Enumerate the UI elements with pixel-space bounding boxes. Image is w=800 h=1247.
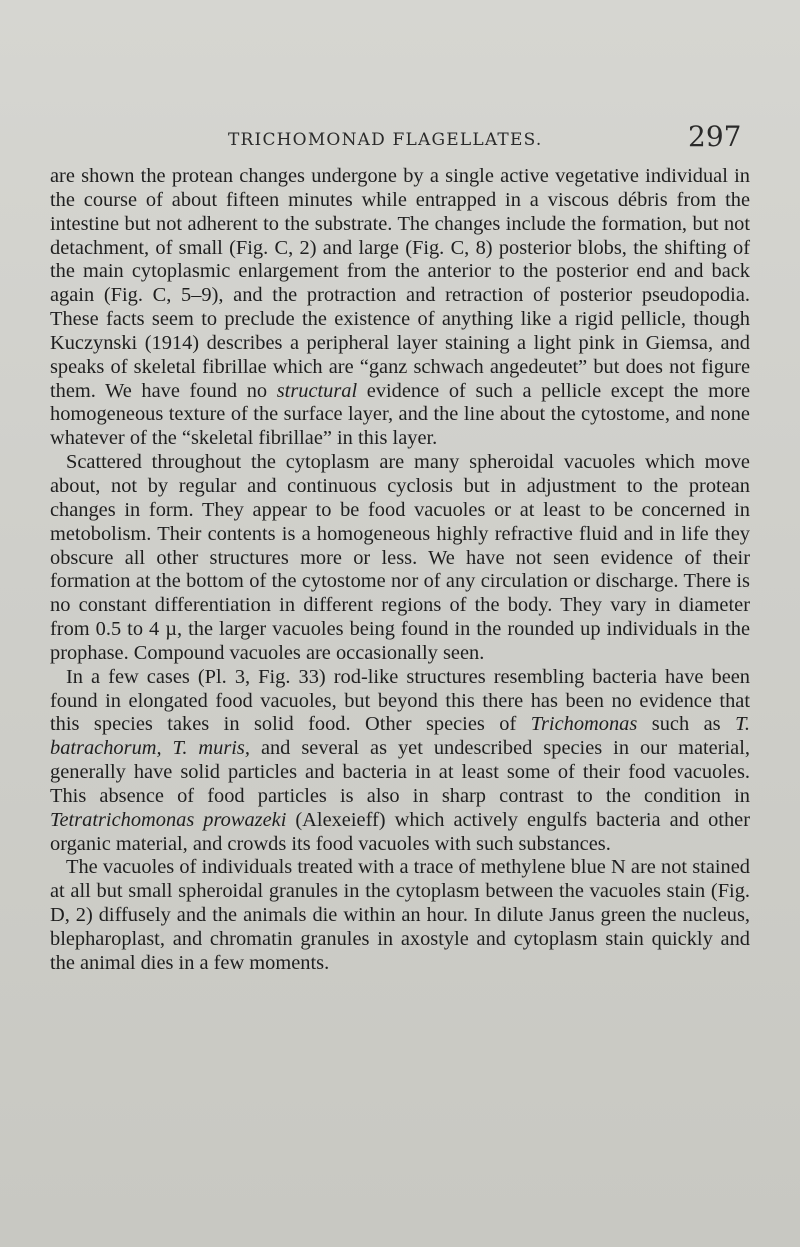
paragraph — [50, 856, 750, 975]
text-run: The vacuoles of individuals treated with a trace of methylene blue N are not stained at all but small spheroidal granules in the cytoplasm between the vacuoles stain (Fig. D, 2) diffusely and the animals die within an hour. In dilute Janus green the nucleus, blepharoplast, and chromatin granules in axostyle and cytoplasm stain quickly and the animal dies in a few moments. — [50, 856, 750, 974]
text-run: evidence of such a pellicle except the more homogeneous texture of the surface layer, and the line about the cytostome, and none whatever of the “skeletal fibrillae” in this layer. — [50, 379, 750, 450]
text-run: such as — [637, 713, 736, 736]
paragraph — [50, 165, 750, 451]
text-run: In a few cases (Pl. 3, Fig. 33) rod-like structures resembling bacteria have been found in elongated food vacuoles, but beyond this there has been no evidence that this species takes in solid food. Other species of — [50, 665, 750, 736]
italic-run: T. batrachorum, T. muris, — [50, 713, 751, 760]
paragraph — [50, 451, 750, 666]
italic-run: structural — [276, 379, 358, 402]
running-title: TRICHOMONAD FLAGELLATES. — [228, 130, 543, 150]
text-run: (Alexeieff) which actively engulfs bacteria and other organic material, and crowds its food vacuoles with such substances. — [50, 808, 750, 855]
body-text — [50, 165, 750, 976]
italic-run: Tetratrichomonas prowazeki — [50, 808, 287, 831]
text-run: Scattered throughout the cytoplasm are many spheroidal vacuoles which move about, not by regular and continuous cyclosis but in adjustment to the protean changes in form. They appear to be food vacuoles or at least to be concerned in metobolism. Their contents is a homogeneous highly refractive fluid and in life they obscure all other structures more or less. We have not seen evidence of their formation at the bottom of the cytostome nor of any circulation or discharge. There is no constant differentiation in different regions of the body. They vary in diameter from 0.5 to 4 µ, the larger vacuoles being found in the rounded up individuals in the prophase. Compound vacuoles are occasionally seen. — [50, 451, 750, 664]
paragraph — [50, 666, 750, 857]
text-run: are shown the protean changes undergone by a single active vegetative individual in the course of about fifteen minutes while entrapped in a viscous débris from the intestine but not adherent to the substrate. The changes include the formation, but not detachment, of small (Fig. C, 2) and large (Fig. C, 8) posterior blobs, the shifting of the main cytoplasmic enlargement from the anterior to the posterior end and back again (Fig. C, 5–9), and the protraction and retraction of posterior pseudopodia. These facts seem to preclude the existence of anything like a rigid pellicle, though Kuczynski (1914) describes a peripheral layer staining a light pink in Giemsa, and speaks of skeletal fibrillae which are “ganz schwach angedeutet” but does not figure them. We have found no — [50, 165, 750, 402]
italic-run: Trichomonas — [530, 713, 638, 736]
text-run: and several as yet undescribed species in our material, generally have solid particles and bacteria in at least some of their food vacuoles. This absence of food particles is also in sharp contrast to the condition in — [50, 737, 750, 807]
page-number: 297 — [688, 120, 742, 153]
